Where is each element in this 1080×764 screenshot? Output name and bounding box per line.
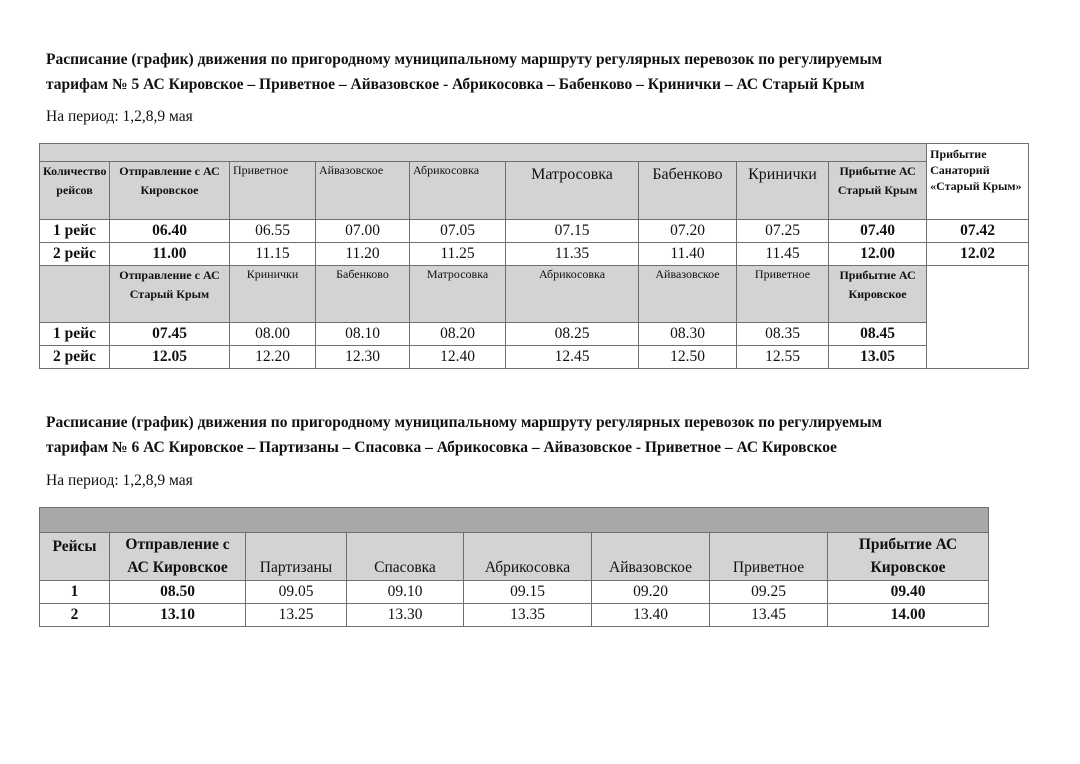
- time-cell: 08.50: [110, 581, 246, 604]
- time-cell: 11.15: [230, 243, 316, 266]
- time-cell: 13.40: [592, 604, 710, 627]
- header-departure-stary-krym: Отправление с АС Старый Крым: [110, 266, 230, 323]
- schedule-title-route-5: [46, 47, 1036, 97]
- header-krinichki: Кринички: [230, 266, 316, 323]
- header-arrival-stary-krym: Прибытие АС Старый Крым: [829, 162, 927, 220]
- table-row: [40, 346, 1029, 369]
- header-arrival-sanatorium: Прибытие Санаторий «Старый Крым»: [927, 144, 1029, 220]
- time-cell: 07.40: [829, 220, 927, 243]
- header-gray-band: [40, 144, 927, 162]
- header-aivazovskoe: Айвазовское: [316, 162, 410, 220]
- header-krinichki: Кринички: [737, 162, 829, 220]
- time-cell: 08.00: [230, 323, 316, 346]
- table-row: [40, 323, 1029, 346]
- period-label: На период: 1,2,8,9 мая: [46, 472, 193, 489]
- time-cell: 08.35: [737, 323, 829, 346]
- time-cell: 12.02: [927, 243, 1029, 266]
- time-cell: 09.05: [246, 581, 347, 604]
- header-abrikosovka: Абрикосовка: [506, 266, 639, 323]
- header-trips-count: Количество рейсов: [40, 162, 110, 220]
- period-label: На период: 1,2,8,9 мая: [46, 108, 193, 125]
- time-cell: 12.30: [316, 346, 410, 369]
- time-cell: 07.45: [110, 323, 230, 346]
- header-matrosovka: Матросовка: [506, 162, 639, 220]
- header-empty-cell: [40, 266, 110, 323]
- time-cell: 08.45: [829, 323, 927, 346]
- time-cell: 11.00: [110, 243, 230, 266]
- title-line: Расписание (график) движения по пригородному муниципальному маршруту регулярных перевозок по регулируемым: [46, 51, 883, 68]
- time-cell: 13.30: [347, 604, 464, 627]
- header-aivazovskoe: Айвазовское: [639, 266, 737, 323]
- time-cell: 12.45: [506, 346, 639, 369]
- trip-label: 2 рейс: [40, 346, 110, 369]
- time-cell: 11.45: [737, 243, 829, 266]
- header-aivazovskoe: Айвазовское: [592, 533, 710, 581]
- table-row: [40, 243, 1029, 266]
- header-departure-kirovskoe: Отправление с АС Кировское: [110, 162, 230, 220]
- time-cell: 08.20: [410, 323, 506, 346]
- time-cell: 08.25: [506, 323, 639, 346]
- header-spasovka: Спасовка: [347, 533, 464, 581]
- trip-label: 1: [40, 581, 110, 604]
- title-line: тарифам № 6 АС Кировское – Партизаны – Спасовка – Абрикосовка – Айвазовское - Приветное – АС Кировское: [46, 439, 837, 456]
- time-cell: 09.15: [464, 581, 592, 604]
- schedule-title-route-6: [46, 410, 1036, 460]
- time-cell: 12.40: [410, 346, 506, 369]
- time-cell: 12.00: [829, 243, 927, 266]
- time-cell: 09.10: [347, 581, 464, 604]
- header-partizany: Партизаны: [246, 533, 347, 581]
- time-cell: 09.25: [710, 581, 828, 604]
- table-row: [40, 581, 989, 604]
- time-cell: 07.20: [639, 220, 737, 243]
- header-gray-band: [40, 508, 989, 533]
- time-cell: 13.10: [110, 604, 246, 627]
- time-cell: 13.45: [710, 604, 828, 627]
- header-arrival-kirovskoe: Прибытие АС Кировское: [829, 266, 927, 323]
- trip-label: 1 рейс: [40, 323, 110, 346]
- title-line: Расписание (график) движения по пригородному муниципальному маршруту регулярных перевозок по регулируемым: [46, 414, 883, 431]
- header-privetnoe: Приветное: [710, 533, 828, 581]
- time-cell: 12.55: [737, 346, 829, 369]
- time-cell: 07.15: [506, 220, 639, 243]
- time-cell: 07.00: [316, 220, 410, 243]
- time-cell: 11.25: [410, 243, 506, 266]
- header-matrosovka: Матросовка: [410, 266, 506, 323]
- time-cell: 13.35: [464, 604, 592, 627]
- time-cell: 08.30: [639, 323, 737, 346]
- time-cell: 06.55: [230, 220, 316, 243]
- time-cell: 07.05: [410, 220, 506, 243]
- header-babenkovo: Бабенково: [316, 266, 410, 323]
- time-cell: 11.40: [639, 243, 737, 266]
- trip-label: 2: [40, 604, 110, 627]
- time-cell: 09.20: [592, 581, 710, 604]
- header-privetnoe: Приветное: [230, 162, 316, 220]
- time-cell: 06.40: [110, 220, 230, 243]
- title-line: тарифам № 5 АС Кировское – Приветное – Айвазовское - Абрикосовка – Бабенково – Кринички – АС Старый Крым: [46, 76, 865, 93]
- time-cell: 12.05: [110, 346, 230, 369]
- trip-label: 2 рейс: [40, 243, 110, 266]
- empty-cell: [927, 266, 1029, 369]
- time-cell: 12.20: [230, 346, 316, 369]
- time-cell: 13.05: [829, 346, 927, 369]
- time-cell: 11.35: [506, 243, 639, 266]
- schedule-table-route-6: [39, 507, 989, 627]
- time-cell: 11.20: [316, 243, 410, 266]
- time-cell: 14.00: [828, 604, 989, 627]
- table-row: [40, 220, 1029, 243]
- time-cell: 13.25: [246, 604, 347, 627]
- schedule-table-route-5: [39, 143, 1029, 369]
- time-cell: 07.42: [927, 220, 1029, 243]
- time-cell: 07.25: [737, 220, 829, 243]
- header-babenkovo: Бабенково: [639, 162, 737, 220]
- trip-label: 1 рейс: [40, 220, 110, 243]
- header-trips: Рейсы: [40, 533, 110, 581]
- header-departure-kirovskoe: Отправление с АС Кировское: [110, 533, 246, 581]
- header-abrikosovka: Абрикосовка: [410, 162, 506, 220]
- header-arrival-kirovskoe: Прибытие АС Кировское: [828, 533, 989, 581]
- header-abrikosovka: Абрикосовка: [464, 533, 592, 581]
- table-row: [40, 604, 989, 627]
- time-cell: 09.40: [828, 581, 989, 604]
- time-cell: 08.10: [316, 323, 410, 346]
- header-privetnoe: Приветное: [737, 266, 829, 323]
- time-cell: 12.50: [639, 346, 737, 369]
